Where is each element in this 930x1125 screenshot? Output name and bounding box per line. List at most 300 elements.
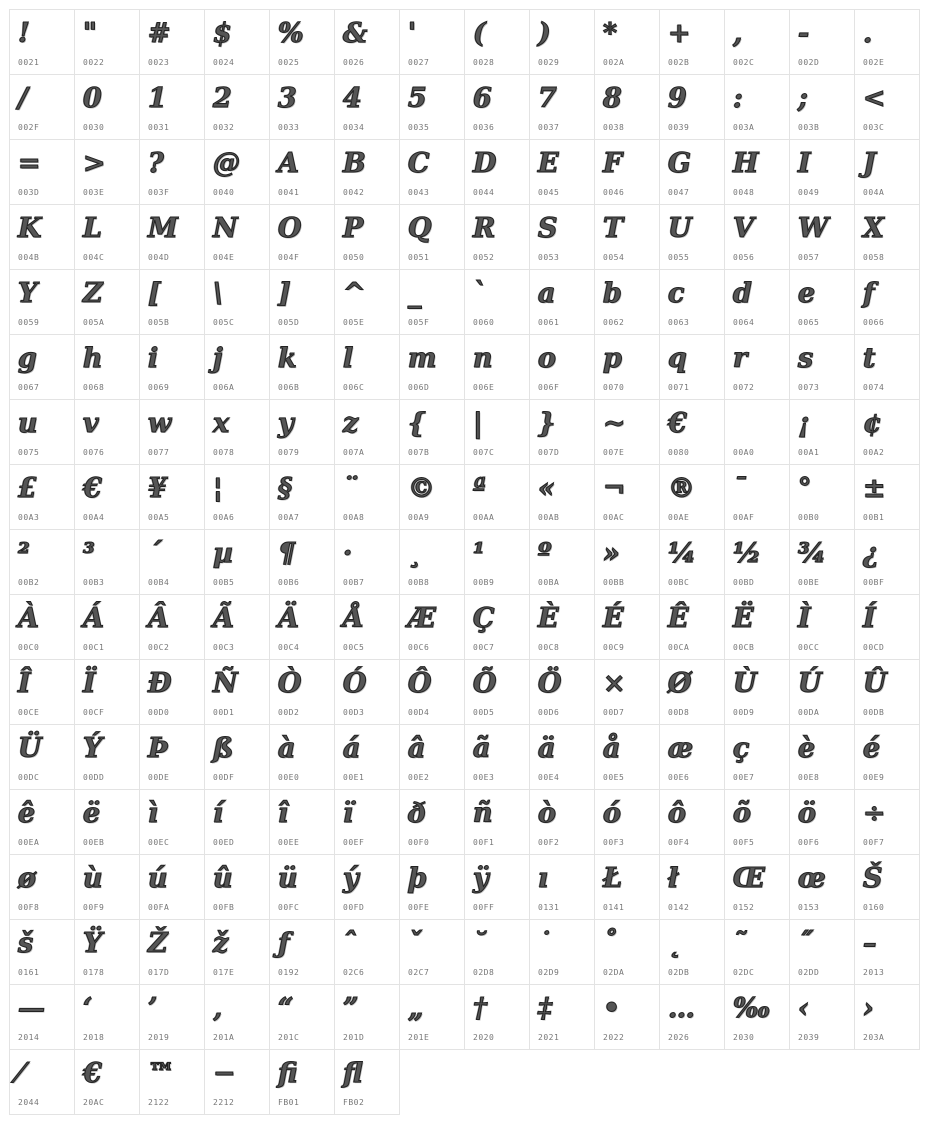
glyph-preview: Ł xyxy=(603,863,623,894)
glyph-code-label: 00A2 xyxy=(863,448,885,457)
glyph-cell xyxy=(334,269,400,335)
glyph-preview: [ xyxy=(148,278,161,309)
glyph-preview: Û xyxy=(863,668,887,699)
glyph-cell xyxy=(529,334,595,400)
glyph-cell xyxy=(334,854,400,920)
glyph-preview: > xyxy=(83,148,106,179)
glyph-cell xyxy=(269,854,335,920)
glyph-code-label: 02DC xyxy=(733,968,755,977)
glyph-preview: — xyxy=(18,993,45,1024)
glyph-cell xyxy=(594,789,660,855)
glyph-cell xyxy=(9,464,75,530)
glyph-preview: Ú xyxy=(798,668,822,699)
glyph-code-label: 0052 xyxy=(473,253,495,262)
glyph-code-label: 00E6 xyxy=(668,773,690,782)
glyph-preview: Ã xyxy=(213,603,234,634)
glyph-code-label: 00B2 xyxy=(18,578,40,587)
glyph-code-label: 0028 xyxy=(473,58,495,67)
glyph-code-label: 0021 xyxy=(18,58,40,67)
glyph-cell xyxy=(399,724,465,790)
glyph-cell xyxy=(594,334,660,400)
glyph-code-label: 00B0 xyxy=(798,513,820,522)
glyph-preview: ã xyxy=(473,733,491,764)
glyph-preview: ‘ xyxy=(83,993,93,1024)
glyph-cell xyxy=(139,269,205,335)
glyph-code-label: 00E4 xyxy=(538,773,560,782)
glyph-cell xyxy=(334,529,400,595)
glyph-code-label: 00EB xyxy=(83,838,105,847)
glyph-preview: X xyxy=(863,213,884,244)
glyph-preview: ü xyxy=(278,863,298,894)
glyph-preview: ] xyxy=(278,278,291,309)
glyph-cell xyxy=(334,74,400,140)
glyph-preview: Š xyxy=(863,863,883,894)
glyph-code-label: 00F7 xyxy=(863,838,885,847)
glyph-preview: i xyxy=(148,343,159,374)
glyph-code-label: 00C6 xyxy=(408,643,430,652)
glyph-cell xyxy=(334,659,400,725)
glyph-code-label: 00BF xyxy=(863,578,885,587)
glyph-preview: ¥ xyxy=(148,473,167,504)
glyph-preview: s xyxy=(798,343,814,374)
glyph-cell xyxy=(269,74,335,140)
glyph-cell xyxy=(139,529,205,595)
glyph-code-label: 0024 xyxy=(213,58,235,67)
glyph-cell xyxy=(594,269,660,335)
glyph-cell xyxy=(204,139,270,205)
glyph-code-label: 0066 xyxy=(863,318,885,327)
glyph-preview: Æ xyxy=(408,603,436,634)
glyph-preview: 3 xyxy=(278,83,297,114)
glyph-preview: ³ xyxy=(83,538,95,569)
glyph-code-label: 00E2 xyxy=(408,773,430,782)
glyph-code-label: 201D xyxy=(343,1033,365,1042)
glyph-preview: ~ xyxy=(603,408,626,439)
glyph-cell xyxy=(529,919,595,985)
glyph-preview: ò xyxy=(538,798,557,829)
glyph-preview: „ xyxy=(408,993,424,1024)
glyph-preview: . xyxy=(863,18,873,49)
glyph-preview: F xyxy=(603,148,623,179)
glyph-cell xyxy=(724,464,790,530)
glyph-code-label: 0068 xyxy=(83,383,105,392)
glyph-code-label: 00F5 xyxy=(733,838,755,847)
glyph-cell xyxy=(269,659,335,725)
glyph-cell xyxy=(854,9,920,75)
glyph-cell xyxy=(789,399,855,465)
glyph-cell xyxy=(9,74,75,140)
glyph-cell xyxy=(529,139,595,205)
glyph-preview: à xyxy=(278,733,296,764)
glyph-code-label: 00FE xyxy=(408,903,430,912)
glyph-preview: ¿ xyxy=(863,538,879,569)
glyph-code-label: 00B7 xyxy=(343,578,365,587)
glyph-preview: ^ xyxy=(343,278,366,309)
glyph-cell xyxy=(204,529,270,595)
glyph-preview: € xyxy=(668,408,687,439)
glyph-code-label: 0053 xyxy=(538,253,560,262)
glyph-code-label: 02DA xyxy=(603,968,625,977)
glyph-cell xyxy=(659,334,725,400)
glyph-preview: 6 xyxy=(473,83,492,114)
glyph-cell xyxy=(399,269,465,335)
glyph-cell xyxy=(399,139,465,205)
glyph-code-label: 0070 xyxy=(603,383,625,392)
glyph-cell xyxy=(464,269,530,335)
glyph-preview: ® xyxy=(668,473,695,504)
glyph-cell xyxy=(789,204,855,270)
glyph-code-label: 0142 xyxy=(668,903,690,912)
glyph-grid xyxy=(9,9,919,1114)
glyph-cell xyxy=(399,399,465,465)
glyph-preview: m xyxy=(408,343,437,374)
glyph-cell xyxy=(269,334,335,400)
glyph-code-label: 00CB xyxy=(733,643,755,652)
glyph-preview: ¸ xyxy=(408,538,422,569)
glyph-preview: L xyxy=(83,213,102,244)
glyph-cell xyxy=(659,594,725,660)
glyph-cell xyxy=(464,789,530,855)
glyph-preview: ı xyxy=(538,863,549,894)
glyph-cell xyxy=(724,9,790,75)
glyph-preview: M xyxy=(148,213,178,244)
glyph-code-label: 02C6 xyxy=(343,968,365,977)
glyph-cell xyxy=(334,789,400,855)
glyph-code-label: 00E0 xyxy=(278,773,300,782)
glyph-cell xyxy=(399,334,465,400)
glyph-preview: € xyxy=(83,473,102,504)
glyph-preview: × xyxy=(603,668,626,699)
glyph-code-label: 0153 xyxy=(798,903,820,912)
glyph-preview: € xyxy=(83,1058,102,1089)
glyph-cell xyxy=(724,334,790,400)
glyph-code-label: 007C xyxy=(473,448,495,457)
glyph-cell xyxy=(789,334,855,400)
glyph-code-label: 0160 xyxy=(863,903,885,912)
glyph-cell xyxy=(204,854,270,920)
glyph-code-label: 00AC xyxy=(603,513,625,522)
glyph-code-label: 0080 xyxy=(668,448,690,457)
glyph-code-label: 00FD xyxy=(343,903,365,912)
glyph-preview: Ê xyxy=(668,603,689,634)
glyph-code-label: 00B4 xyxy=(148,578,170,587)
glyph-preview: Œ xyxy=(733,863,765,894)
glyph-preview: b xyxy=(603,278,622,309)
glyph-preview: e xyxy=(798,278,816,309)
glyph-preview: ˝ xyxy=(798,928,812,959)
glyph-code-label: 00AE xyxy=(668,513,690,522)
glyph-cell xyxy=(139,139,205,205)
glyph-cell xyxy=(854,789,920,855)
glyph-preview: U xyxy=(668,213,692,244)
glyph-preview: å xyxy=(603,733,621,764)
glyph-cell xyxy=(854,269,920,335)
glyph-code-label: 0022 xyxy=(83,58,105,67)
glyph-code-label: 00A5 xyxy=(148,513,170,522)
glyph-cell xyxy=(724,724,790,790)
glyph-code-label: 0058 xyxy=(863,253,885,262)
glyph-code-label: 02D9 xyxy=(538,968,560,977)
glyph-cell xyxy=(594,139,660,205)
glyph-code-label: 00D5 xyxy=(473,708,495,717)
glyph-preview: 8 xyxy=(603,83,622,114)
glyph-cell xyxy=(789,9,855,75)
glyph-preview: ð xyxy=(408,798,427,829)
glyph-cell xyxy=(724,789,790,855)
glyph-preview: \ xyxy=(213,278,223,309)
glyph-preview: ä xyxy=(538,733,556,764)
glyph-code-label: 00BE xyxy=(798,578,820,587)
glyph-code-label: 0038 xyxy=(603,123,625,132)
glyph-preview: ¨ xyxy=(343,473,357,504)
glyph-preview: B xyxy=(343,148,366,179)
glyph-cell xyxy=(464,984,530,1050)
glyph-cell xyxy=(594,594,660,660)
glyph-code-label: 00CD xyxy=(863,643,885,652)
glyph-cell xyxy=(139,659,205,725)
glyph-cell xyxy=(334,334,400,400)
glyph-preview: ˜ xyxy=(733,928,747,959)
glyph-preview: ' xyxy=(408,18,417,49)
glyph-preview: H xyxy=(733,148,759,179)
glyph-cell xyxy=(464,854,530,920)
glyph-preview: A xyxy=(278,148,299,179)
glyph-code-label: 00D3 xyxy=(343,708,365,717)
glyph-cell xyxy=(789,659,855,725)
glyph-code-label: 0039 xyxy=(668,123,690,132)
glyph-preview: “ xyxy=(278,993,294,1024)
glyph-preview: − xyxy=(213,1058,236,1089)
glyph-preview: Ï xyxy=(83,668,96,699)
glyph-cell xyxy=(269,269,335,335)
glyph-cell xyxy=(464,724,530,790)
glyph-code-label: 007E xyxy=(603,448,625,457)
glyph-cell xyxy=(464,204,530,270)
glyph-cell xyxy=(334,464,400,530)
glyph-preview: W xyxy=(798,213,829,244)
glyph-cell xyxy=(139,334,205,400)
glyph-preview: Â xyxy=(148,603,169,634)
glyph-cell xyxy=(74,74,140,140)
glyph-preview: ê xyxy=(18,798,36,829)
glyph-code-label: 00F6 xyxy=(798,838,820,847)
glyph-code-label: 0037 xyxy=(538,123,560,132)
glyph-cell xyxy=(789,594,855,660)
glyph-cell xyxy=(529,594,595,660)
glyph-preview: | xyxy=(473,408,483,439)
glyph-cell xyxy=(269,724,335,790)
glyph-code-label: 007D xyxy=(538,448,560,457)
glyph-cell xyxy=(334,984,400,1050)
glyph-cell xyxy=(594,399,660,465)
glyph-code-label: 201A xyxy=(213,1033,235,1042)
glyph-code-label: 0060 xyxy=(473,318,495,327)
glyph-preview: ‚ xyxy=(213,993,223,1024)
glyph-code-label: 002E xyxy=(863,58,885,67)
glyph-code-label: 00DF xyxy=(213,773,235,782)
glyph-preview: w xyxy=(148,408,172,439)
glyph-code-label: 20AC xyxy=(83,1098,105,1107)
glyph-code-label: 00B3 xyxy=(83,578,105,587)
glyph-code-label: 2019 xyxy=(148,1033,170,1042)
glyph-code-label: 00C0 xyxy=(18,643,40,652)
glyph-cell xyxy=(594,529,660,595)
glyph-code-label: 006A xyxy=(213,383,235,392)
glyph-code-label: 2022 xyxy=(603,1033,625,1042)
glyph-preview: Ô xyxy=(408,668,432,699)
glyph-cell xyxy=(724,594,790,660)
glyph-cell xyxy=(334,139,400,205)
glyph-preview: p xyxy=(603,343,622,374)
glyph-preview: § xyxy=(278,473,293,504)
glyph-code-label: 0067 xyxy=(18,383,40,392)
glyph-cell xyxy=(464,464,530,530)
glyph-code-label: 003C xyxy=(863,123,885,132)
glyph-code-label: 00D7 xyxy=(603,708,625,717)
glyph-preview: = xyxy=(18,148,41,179)
glyph-cell xyxy=(269,1049,335,1115)
glyph-preview: Å xyxy=(343,603,364,634)
glyph-cell xyxy=(399,74,465,140)
glyph-cell xyxy=(204,659,270,725)
glyph-preview: $ xyxy=(213,18,232,49)
glyph-code-label: 0030 xyxy=(83,123,105,132)
glyph-preview: ﬂ xyxy=(343,1058,363,1089)
glyph-code-label: 00FF xyxy=(473,903,495,912)
glyph-code-label: 00EA xyxy=(18,838,40,847)
glyph-preview: ¶ xyxy=(278,538,296,569)
glyph-code-label: 007B xyxy=(408,448,430,457)
glyph-preview: ñ xyxy=(473,798,493,829)
glyph-preview: Z xyxy=(83,278,103,309)
glyph-preview: ú xyxy=(148,863,168,894)
glyph-cell xyxy=(9,919,75,985)
glyph-preview: Í xyxy=(863,603,876,634)
glyph-cell xyxy=(854,659,920,725)
glyph-cell xyxy=(74,919,140,985)
glyph-code-label: 006F xyxy=(538,383,560,392)
glyph-cell xyxy=(789,984,855,1050)
glyph-code-label: 0075 xyxy=(18,448,40,457)
glyph-cell xyxy=(139,9,205,75)
glyph-preview: – xyxy=(863,928,877,959)
glyph-cell xyxy=(9,854,75,920)
glyph-cell xyxy=(594,984,660,1050)
glyph-code-label: 00F3 xyxy=(603,838,625,847)
glyph-cell xyxy=(594,854,660,920)
glyph-code-label: 0057 xyxy=(798,253,820,262)
glyph-code-label: 00E5 xyxy=(603,773,625,782)
glyph-preview: ˘ xyxy=(473,928,487,959)
glyph-preview: 9 xyxy=(668,83,687,114)
glyph-cell xyxy=(659,269,725,335)
glyph-cell xyxy=(204,399,270,465)
glyph-cell xyxy=(139,789,205,855)
glyph-cell xyxy=(659,464,725,530)
glyph-code-label: 004D xyxy=(148,253,170,262)
glyph-cell xyxy=(399,789,465,855)
glyph-code-label: 0192 xyxy=(278,968,300,977)
glyph-preview: a xyxy=(538,278,556,309)
glyph-code-label: 00ED xyxy=(213,838,235,847)
glyph-preview: ù xyxy=(83,863,103,894)
glyph-cell xyxy=(724,659,790,725)
glyph-preview: u xyxy=(18,408,38,439)
glyph-preview: + xyxy=(668,18,691,49)
glyph-preview: û xyxy=(213,863,233,894)
glyph-preview: í xyxy=(213,798,224,829)
glyph-cell xyxy=(529,984,595,1050)
glyph-cell xyxy=(789,269,855,335)
glyph-preview: ˚ xyxy=(603,928,617,959)
glyph-preview: š xyxy=(18,928,34,959)
glyph-preview: ¢ xyxy=(863,408,882,439)
glyph-cell xyxy=(854,334,920,400)
glyph-preview: C xyxy=(408,148,430,179)
glyph-code-label: 00B8 xyxy=(408,578,430,587)
glyph-preview: é xyxy=(863,733,881,764)
glyph-code-label: 0034 xyxy=(343,123,365,132)
glyph-code-label: 00B6 xyxy=(278,578,300,587)
glyph-preview: - xyxy=(798,18,810,49)
glyph-code-label: 00C9 xyxy=(603,643,625,652)
glyph-preview: õ xyxy=(733,798,752,829)
glyph-preview: Ç xyxy=(473,603,495,634)
glyph-preview: * xyxy=(603,18,618,49)
glyph-code-label: 0051 xyxy=(408,253,430,262)
glyph-cell xyxy=(789,464,855,530)
glyph-cell xyxy=(269,464,335,530)
glyph-cell xyxy=(464,334,530,400)
glyph-preview: ¼ xyxy=(668,538,697,569)
glyph-code-label: 0073 xyxy=(798,383,820,392)
glyph-code-label: 00BA xyxy=(538,578,560,587)
glyph-preview: ¾ xyxy=(798,538,827,569)
glyph-cell xyxy=(204,464,270,530)
glyph-code-label: 0047 xyxy=(668,188,690,197)
glyph-cell xyxy=(269,9,335,75)
glyph-preview: k xyxy=(278,343,297,374)
glyph-code-label: 0141 xyxy=(603,903,625,912)
glyph-cell xyxy=(74,984,140,1050)
glyph-code-label: 0061 xyxy=(538,318,560,327)
glyph-code-label: 002D xyxy=(798,58,820,67)
glyph-code-label: 0042 xyxy=(343,188,365,197)
glyph-preview: ô xyxy=(668,798,687,829)
glyph-code-label: 006B xyxy=(278,383,300,392)
glyph-code-label: 00DA xyxy=(798,708,820,717)
glyph-code-label: 00C7 xyxy=(473,643,495,652)
glyph-code-label: 002A xyxy=(603,58,625,67)
glyph-code-label: 0074 xyxy=(863,383,885,392)
glyph-preview: l xyxy=(343,343,354,374)
glyph-code-label: 003B xyxy=(798,123,820,132)
glyph-preview: 4 xyxy=(343,83,362,114)
glyph-code-label: 005D xyxy=(278,318,300,327)
glyph-code-label: 00D8 xyxy=(668,708,690,717)
glyph-preview: 5 xyxy=(408,83,427,114)
glyph-code-label: 00CA xyxy=(668,643,690,652)
glyph-cell xyxy=(74,139,140,205)
glyph-code-label: FB01 xyxy=(278,1098,300,1107)
glyph-preview: K xyxy=(18,213,42,244)
glyph-preview: E xyxy=(538,148,559,179)
glyph-preview: ´ xyxy=(148,538,162,569)
glyph-cell xyxy=(74,789,140,855)
glyph-cell xyxy=(399,9,465,75)
glyph-cell xyxy=(854,399,920,465)
glyph-code-label: 0072 xyxy=(733,383,755,392)
